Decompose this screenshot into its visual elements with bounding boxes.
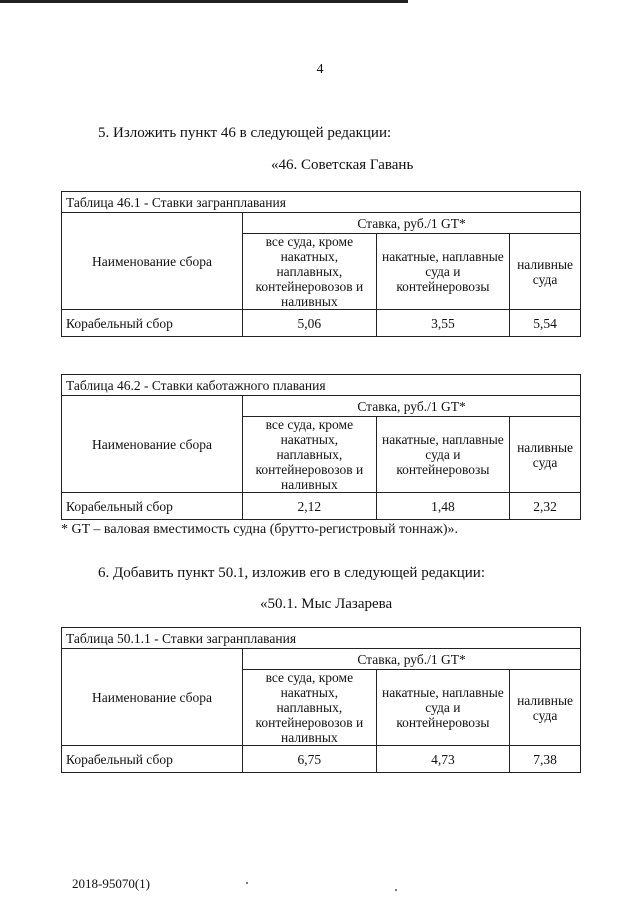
column-header-roro-container: накатные, наплавные суда и контейнеровозы [376,670,510,746]
table-row [62,746,581,773]
row-label: Корабельный сбор [62,746,243,773]
column-header-all-vessels: все суда, кроме накатных, наплавных, контейнеровозов и наливных [243,234,377,310]
column-header-tankers: наливные суда [510,670,581,746]
row-label: Корабельный сбор [62,493,243,520]
footnote: * GT – валовая вместимость судна (брутто-регистровый тоннаж)». [61,522,458,537]
column-header-tankers: наливные суда [510,417,581,493]
item-6-heading: «50.1. Мыс Лазарева [260,596,393,612]
value-all-vessels: 5,06 [243,310,377,337]
document-id: 2018-95070(1) [72,876,150,891]
column-header-roro-container: накатные, наплавные суда и контейнеровозы [376,234,510,310]
row-label: Корабельный сбор [62,310,243,337]
column-header-roro-container: накатные, наплавные суда и контейнеровозы [376,417,510,493]
value-tankers: 2,32 [510,493,581,520]
value-roro-container: 4,73 [376,746,510,773]
item-5-instruction: 5. Изложить пункт 46 в следующей редакции: [98,125,392,141]
column-header-fee-name: Наименование сбора [62,649,243,746]
rate-unit-header: Ставка, руб./1 GT* [243,213,581,234]
value-roro-container: 1,48 [376,493,510,520]
rate-unit-header: Ставка, руб./1 GT* [243,396,581,417]
item-5-heading: «46. Советская Гавань [271,157,414,173]
column-header-all-vessels: все суда, кроме накатных, наплавных, контейнеровозов и наливных [243,670,377,746]
table-50-1-1 [61,627,581,773]
table-46-1 [61,191,581,337]
column-header-tankers: наливные суда [510,234,581,310]
scan-top-edge [0,0,408,3]
value-all-vessels: 2,12 [243,493,377,520]
scan-speck [246,882,248,884]
item-6-instruction: 6. Добавить пункт 50.1, изложив его в следующей редакции: [98,565,485,581]
scan-speck [395,889,397,891]
value-tankers: 5,54 [510,310,581,337]
column-header-fee-name: Наименование сбора [62,396,243,493]
table-caption: Таблица 46.1 - Ставки загранплавания [62,192,581,213]
value-tankers: 7,38 [510,746,581,773]
table-row [62,310,581,337]
column-header-all-vessels: все суда, кроме накатных, наплавных, контейнеровозов и наливных [243,417,377,493]
table-46-2 [61,374,581,520]
value-all-vessels: 6,75 [243,746,377,773]
value-roro-container: 3,55 [376,310,510,337]
column-header-fee-name: Наименование сбора [62,213,243,310]
rate-unit-header: Ставка, руб./1 GT* [243,649,581,670]
page-number: 4 [316,62,324,77]
table-caption: Таблица 46.2 - Ставки каботажного плавания [62,375,581,396]
table-row [62,493,581,520]
table-caption: Таблица 50.1.1 - Ставки загранплавания [62,628,581,649]
